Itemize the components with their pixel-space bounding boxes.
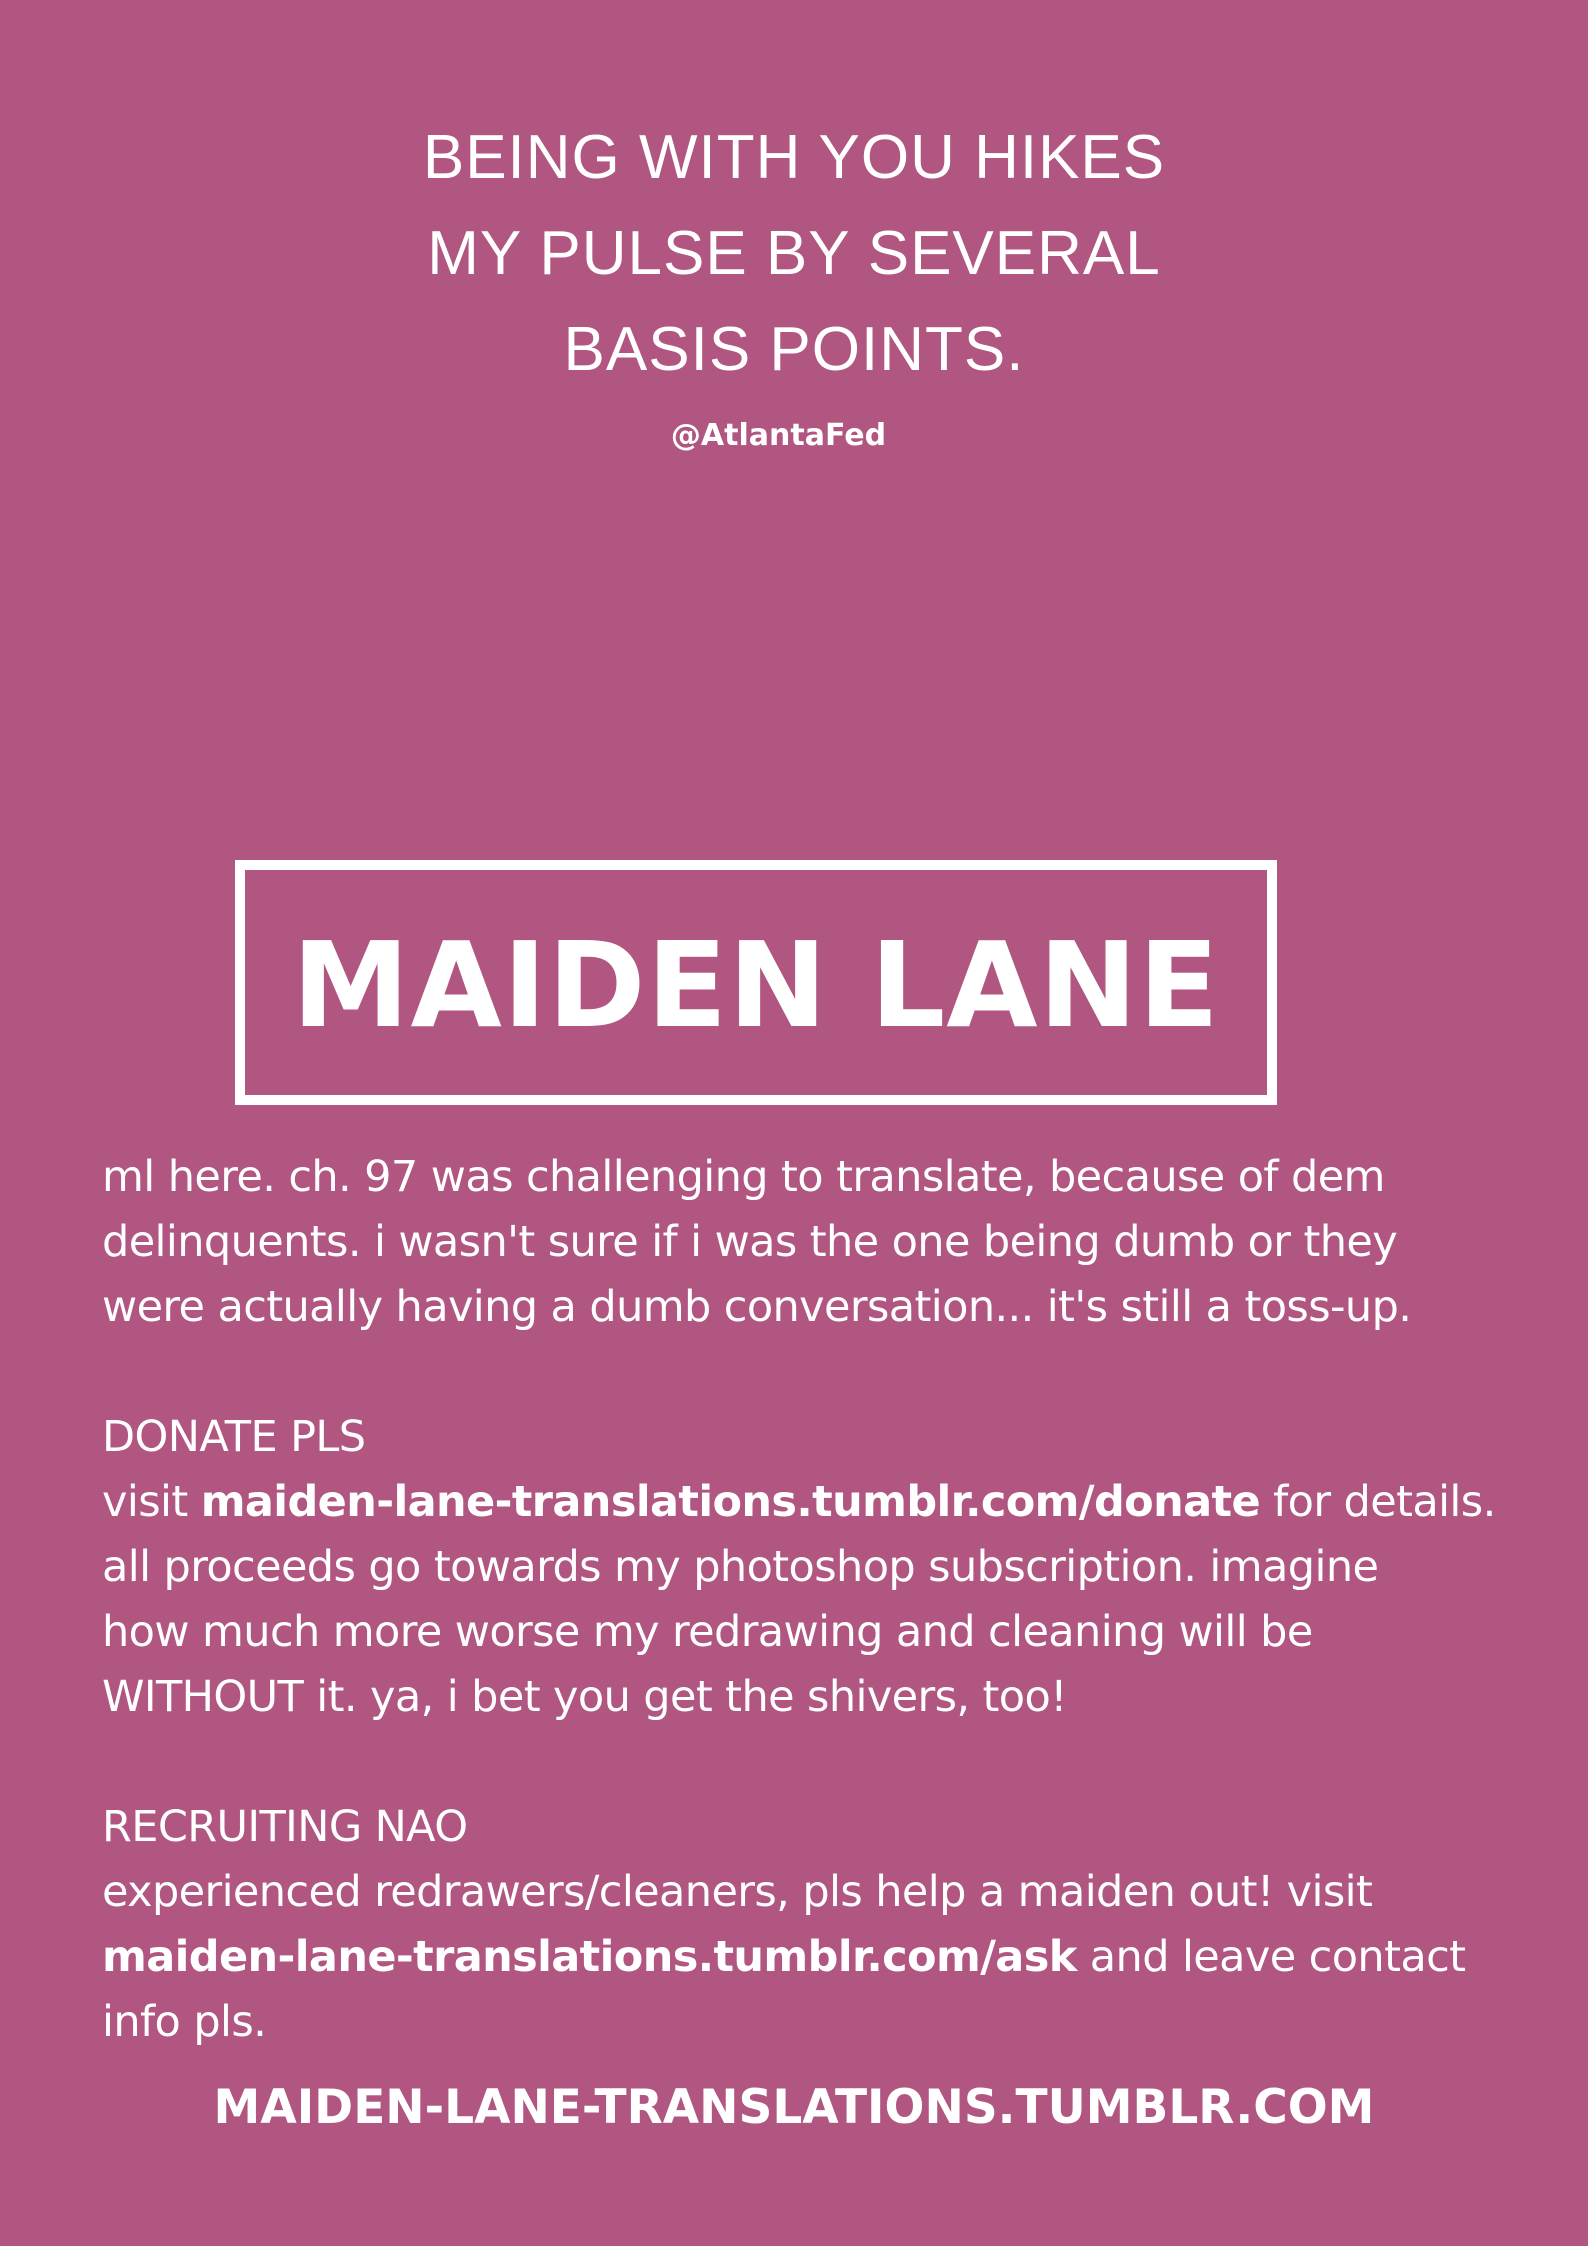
donate-section xyxy=(102,1405,1502,1730)
recruiting-link-suffix: and leave contact xyxy=(1076,1932,1466,1982)
donate-visit-suffix: for details. xyxy=(1260,1477,1496,1527)
note-line: were actually having a dumb conversation... it's still a toss-up. xyxy=(102,1282,1412,1332)
quote-attribution: @AtlantaFed xyxy=(670,418,887,453)
quote-line-3: BASIS POINTS. xyxy=(563,315,1025,384)
donate-line: how much more worse my redrawing and cleaning will be xyxy=(102,1607,1313,1657)
translator-notes xyxy=(102,1145,1502,2055)
maiden-lane-logo xyxy=(235,860,1277,1105)
spacer xyxy=(102,1340,1502,1405)
logo-text: MAIDEN LANE xyxy=(292,915,1220,1054)
note-line: delinquents. i wasn't sure if i was the one being dumb or they xyxy=(102,1217,1398,1267)
quote-line-1: BEING WITH YOU HIKES xyxy=(422,123,1166,192)
recruiting-heading: RECRUITING NAO xyxy=(102,1802,468,1852)
donate-heading: DONATE PLS xyxy=(102,1412,366,1462)
donate-line: all proceeds go towards my photoshop subscription. imagine xyxy=(102,1542,1379,1592)
donate-visit-line xyxy=(102,1470,1502,1535)
recruiting-section xyxy=(102,1795,1502,2055)
note-paragraph xyxy=(102,1145,1502,1340)
note-line: ml here. ch. 97 was challenging to translate, because of dem xyxy=(102,1152,1385,1202)
quote xyxy=(0,110,1588,398)
donate-visit-prefix: visit xyxy=(102,1477,201,1527)
ask-link[interactable]: maiden-lane-translations.tumblr.com/ask xyxy=(102,1932,1077,1982)
quote-line-2: MY PULSE BY SEVERAL xyxy=(427,219,1161,288)
donate-line: WITHOUT it. ya, i bet you get the shivers, too! xyxy=(102,1672,1067,1722)
recruiting-line: experienced redrawers/cleaners, pls help a maiden out! visit xyxy=(102,1867,1373,1917)
recruiting-line: info pls. xyxy=(102,1997,267,2047)
spacer xyxy=(102,1730,1502,1795)
donate-link[interactable]: maiden-lane-translations.tumblr.com/donate xyxy=(200,1477,1261,1527)
recruiting-link-line xyxy=(102,1925,1502,1990)
footer-site-url[interactable]: MAIDEN-LANE-TRANSLATIONS.TUMBLR.COM xyxy=(213,2080,1375,2135)
